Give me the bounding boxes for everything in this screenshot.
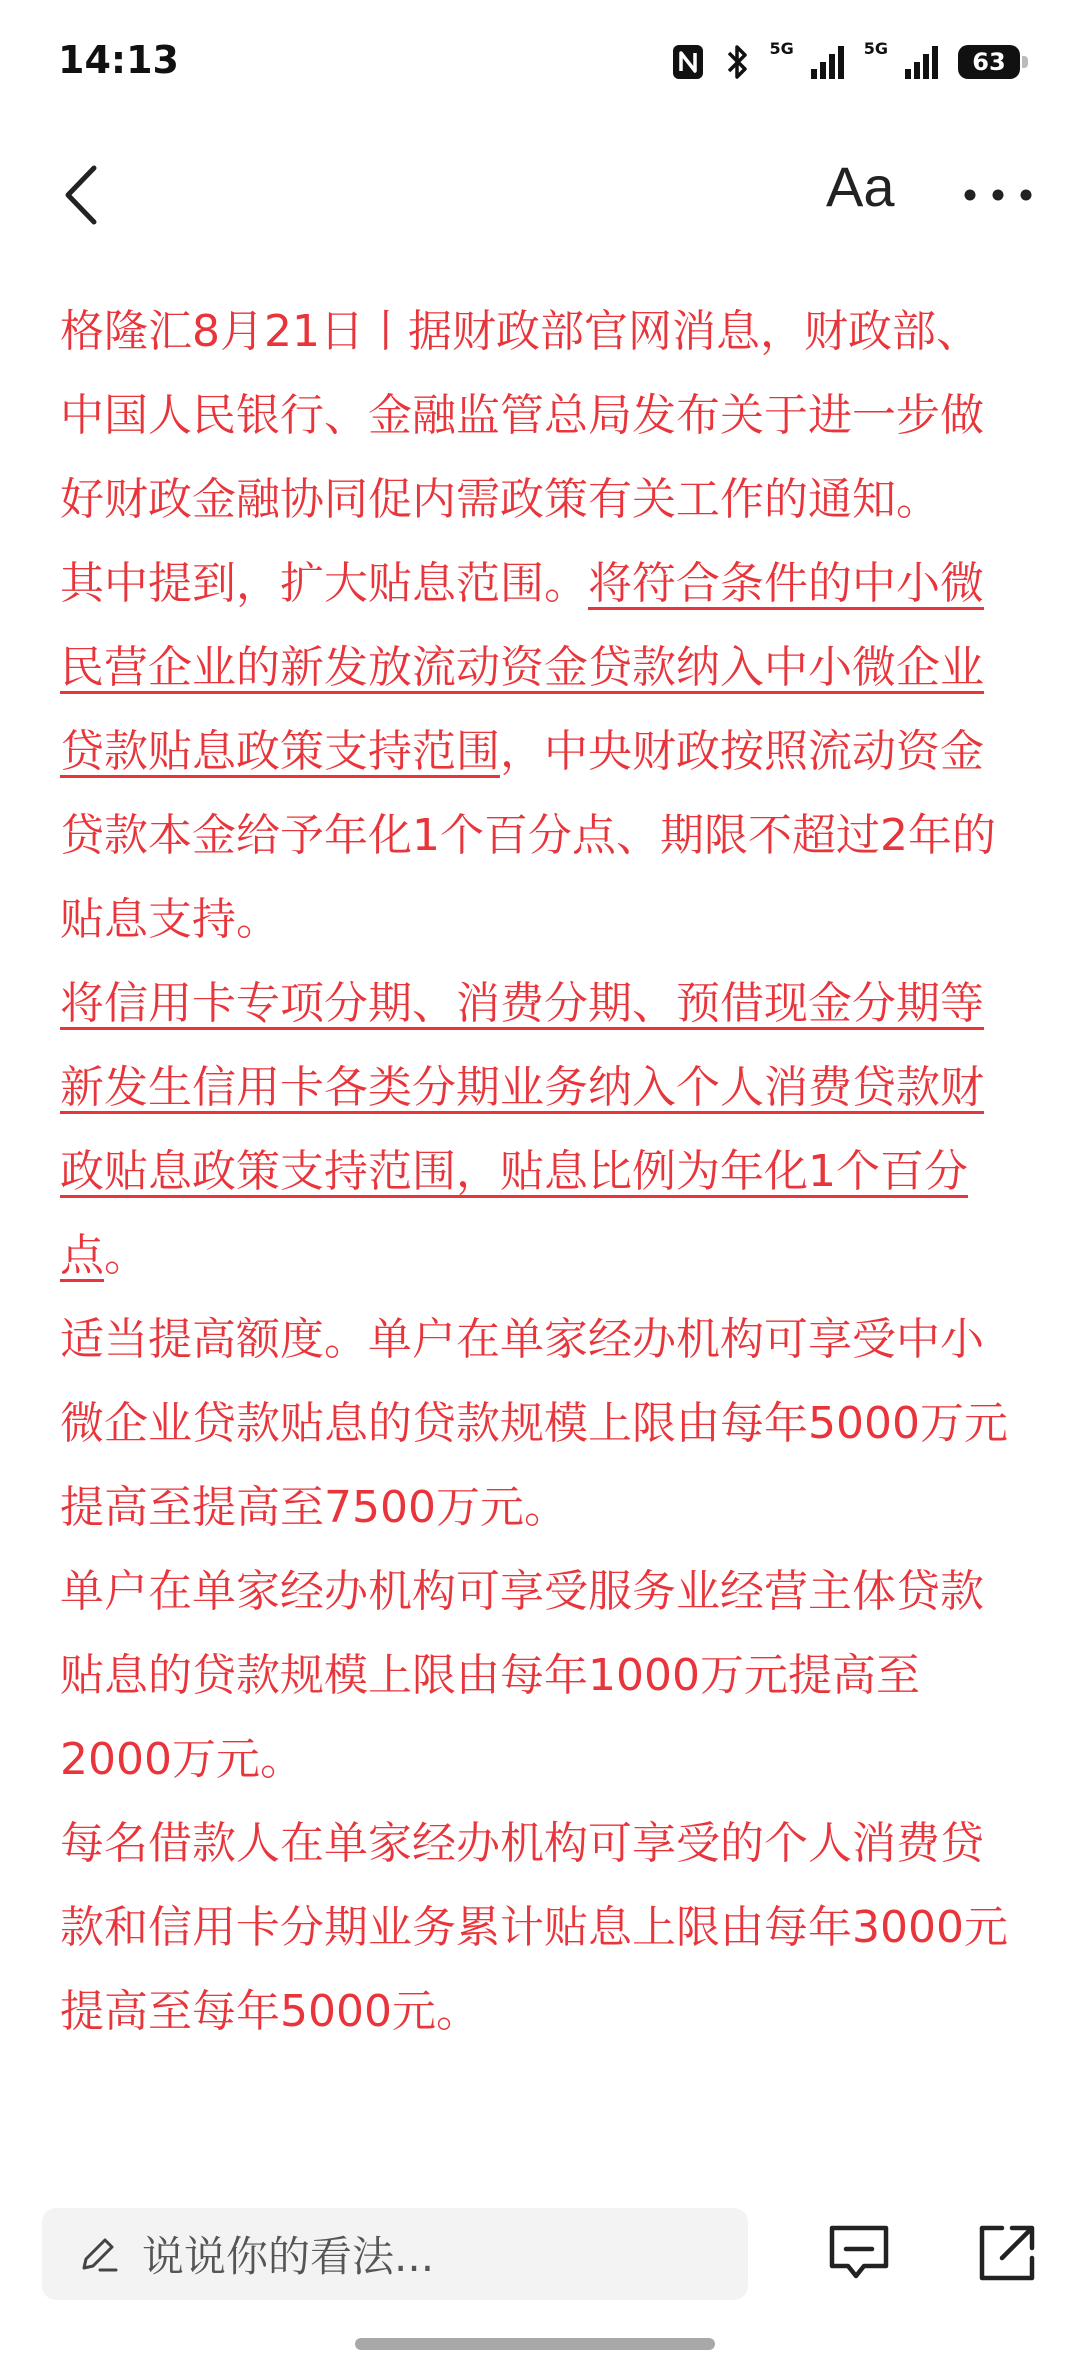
signal-icon-2 bbox=[904, 43, 938, 81]
article-paragraph-3 bbox=[60, 962, 1020, 1298]
signal-icon bbox=[810, 43, 844, 81]
battery-icon bbox=[958, 45, 1020, 79]
comment-icon bbox=[832, 2228, 886, 2276]
battery-level: 63 bbox=[972, 48, 1006, 76]
paragraph-3-underlined: 将信用卡专项分期、消费分期、预借现金分期等新发生信用卡各类分期业务纳入个人消费贷款财政贴息政策支持范围，贴息比例为年化1个百分点 bbox=[60, 978, 984, 1281]
article-paragraph-2 bbox=[60, 542, 1020, 962]
paragraph-2-lead: 其中提到，扩大贴息范围。 bbox=[60, 558, 588, 609]
article-paragraph-1: 格隆汇8月21日丨据财政部官网消息，财政部、中国人民银行、金融监管总局发布关于进一步做好财政金融协同促内需政策有关工作的通知。 bbox=[60, 306, 984, 525]
comment-input[interactable] bbox=[42, 2208, 748, 2300]
back-button[interactable] bbox=[50, 160, 120, 230]
article-body bbox=[60, 290, 1020, 2054]
top-nav bbox=[0, 140, 1080, 250]
nfc-icon bbox=[671, 43, 705, 81]
chevron-left-icon bbox=[68, 168, 94, 222]
comment-placeholder: 说说你的看法... bbox=[142, 2232, 435, 2281]
network-label-2: 5G bbox=[863, 38, 888, 58]
status-icons bbox=[671, 40, 1020, 84]
bluetooth-icon bbox=[725, 43, 749, 81]
status-time: 14:13 bbox=[58, 38, 179, 82]
status-bar bbox=[0, 0, 1080, 120]
network-label-1: 5G bbox=[769, 38, 794, 58]
font-size-button[interactable]: Aa bbox=[826, 155, 895, 218]
comment-button[interactable] bbox=[824, 2218, 894, 2288]
share-button[interactable] bbox=[972, 2218, 1042, 2288]
article-paragraph-4: 适当提高额度。单户在单家经办机构可享受中小微企业贷款贴息的贷款规模上限由每年5000万元提高至提高至7500万元。 bbox=[60, 1314, 1008, 1533]
home-indicator[interactable] bbox=[355, 2338, 715, 2350]
article-paragraph-5: 单户在单家经办机构可享受服务业经营主体贷款贴息的贷款规模上限由每年1000万元提高至2000万元。 bbox=[60, 1566, 984, 1785]
article-paragraph-6: 每名借款人在单家经办机构可享受的个人消费贷款和信用卡分期业务累计贴息上限由每年3000元提高至每年5000元。 bbox=[60, 1818, 1008, 2037]
pen-icon bbox=[76, 2232, 120, 2276]
more-options-button[interactable] bbox=[958, 160, 1038, 230]
paragraph-3-tail: 。 bbox=[104, 1230, 148, 1281]
paragraph-2-underlined: 将符合条件的中小微民营企业的新发放流动资金贷款纳入中小微企业贷款贴息政策支持范围 bbox=[60, 558, 984, 777]
paragraph-2-tail: ，中央财政按照流动资金贷款本金给予年化1个百分点、期限不超过2年的贴息支持。 bbox=[60, 726, 996, 945]
